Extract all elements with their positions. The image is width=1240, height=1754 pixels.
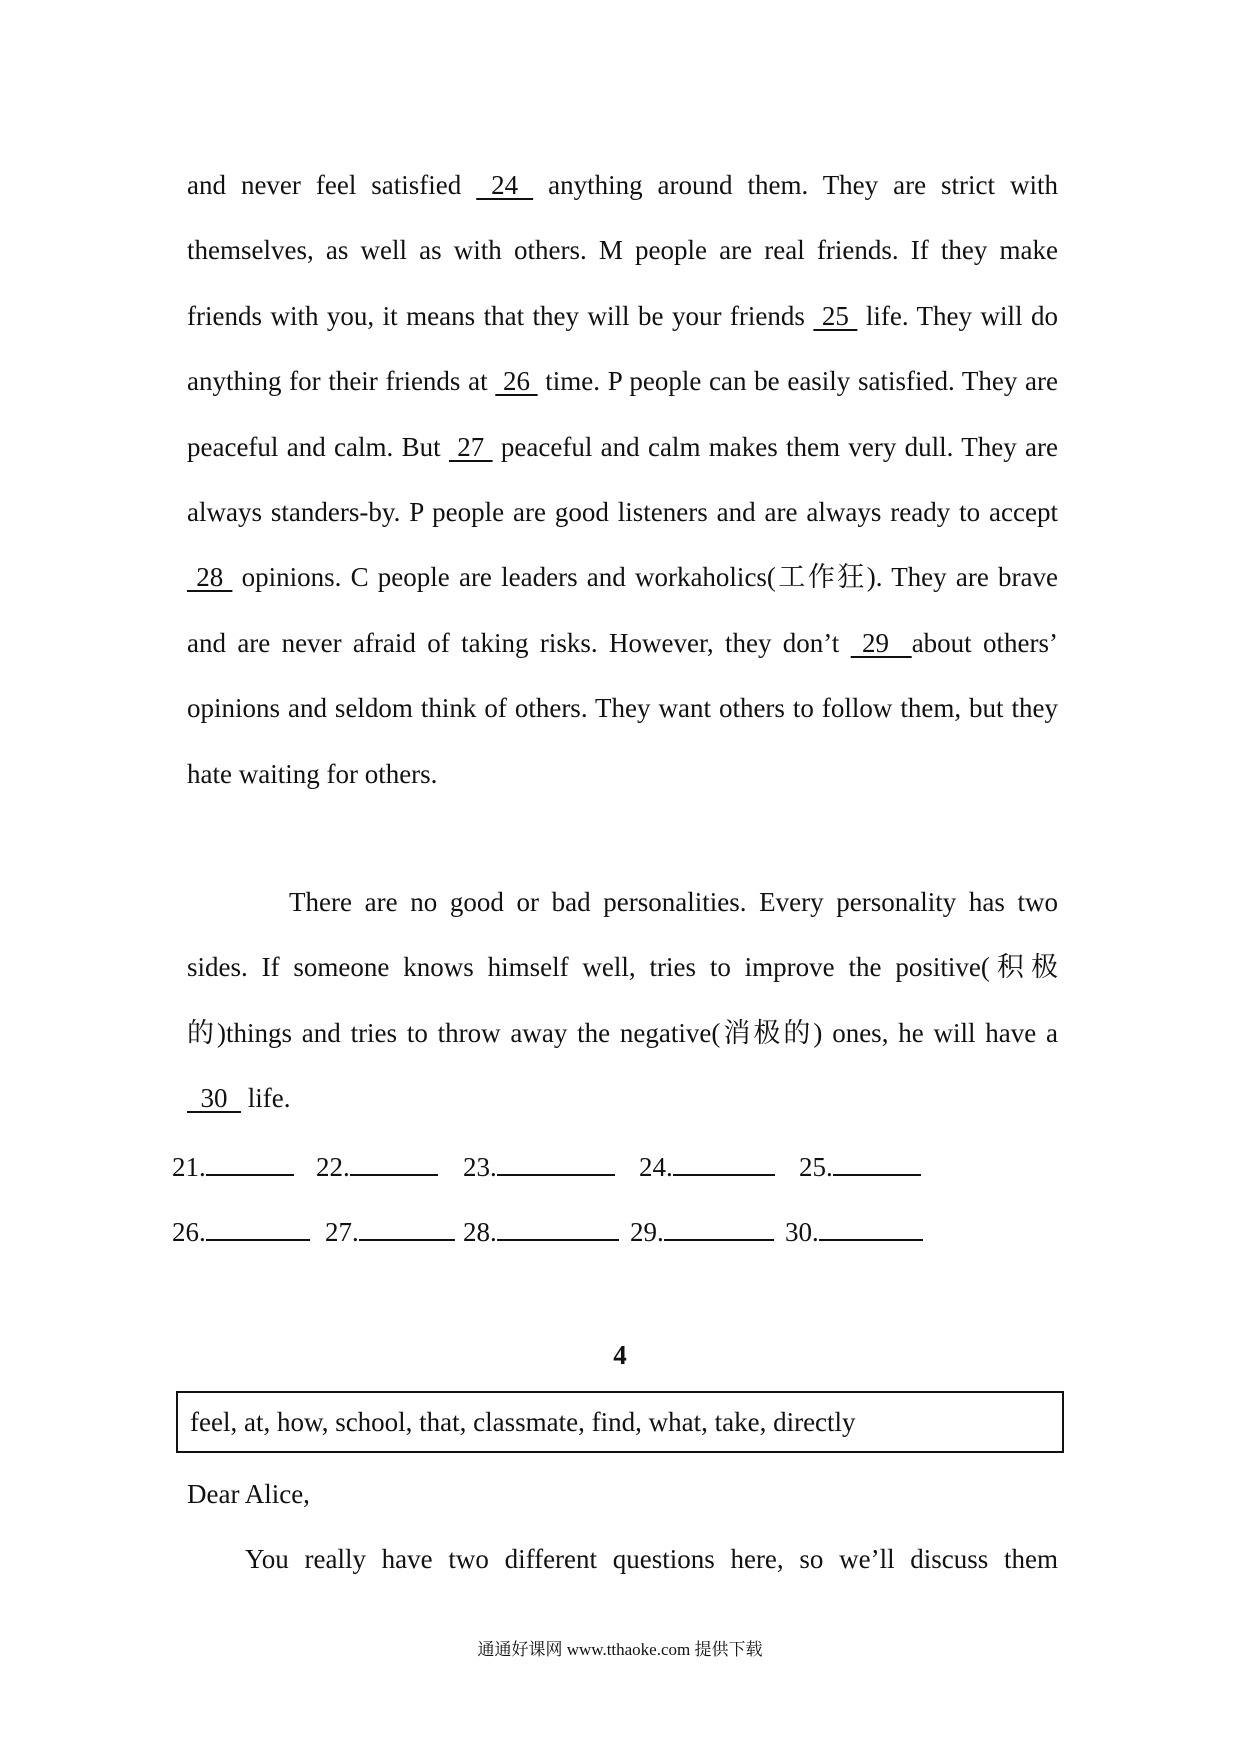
answer-number: 21. bbox=[172, 1152, 206, 1182]
passage-text: peaceful and calm makes them very dull. They are always standers-by. P people are good listeners and are always ready to accept bbox=[187, 431, 1059, 528]
answer-blank-22[interactable] bbox=[316, 1147, 438, 1187]
answer-number: 30. bbox=[785, 1217, 819, 1247]
answer-blank-29[interactable] bbox=[630, 1212, 774, 1252]
answer-blank-24[interactable] bbox=[639, 1147, 775, 1187]
answer-number: 28. bbox=[463, 1217, 497, 1247]
answer-number: 25. bbox=[799, 1152, 833, 1182]
passage-text: about others’ opinions and seldom think of others. They want others to follow them, but they hate waiting for others. bbox=[187, 627, 1058, 789]
answer-blank-28[interactable] bbox=[463, 1212, 619, 1252]
answer-number: 22. bbox=[316, 1152, 350, 1182]
passage-text: life. They will do anything for their friends at bbox=[187, 300, 1058, 397]
answer-blank-26[interactable] bbox=[172, 1212, 310, 1252]
fill-in-blank[interactable]: 26 bbox=[495, 366, 538, 397]
passage-text: There are no good or bad personalities. Every personality has two sides. If someone knows himself well, tries to improve the positive(积极的)things and tries to throw away the negative(消极的) ones, he will have a bbox=[187, 887, 1058, 1048]
answer-number: 24. bbox=[639, 1152, 673, 1182]
passage-text: life. bbox=[241, 1083, 291, 1114]
fill-in-blank[interactable]: 29 bbox=[850, 627, 912, 658]
section-number: 4 bbox=[613, 1340, 627, 1370]
answer-blank-21[interactable] bbox=[172, 1147, 294, 1187]
fill-in-blank[interactable]: 25 bbox=[813, 300, 858, 331]
answer-blank-30[interactable] bbox=[785, 1212, 923, 1252]
answer-blank-23[interactable] bbox=[463, 1147, 615, 1187]
answer-number: 27. bbox=[325, 1217, 359, 1247]
fill-in-blank[interactable]: 30 bbox=[187, 1083, 241, 1114]
fill-in-blank[interactable]: 28 bbox=[187, 562, 233, 593]
fill-in-blank[interactable]: 27 bbox=[448, 431, 493, 462]
answer-number: 26. bbox=[172, 1217, 206, 1247]
letter-paragraph-1: You really have two different questions here, so we’ll discuss them bbox=[245, 1544, 1058, 1574]
passage-paragraph-2 bbox=[187, 870, 1058, 1132]
passage-text: and never feel satisfied bbox=[187, 170, 477, 200]
passage-text: time. P people can be easily satisfied. They are peaceful and calm. But bbox=[187, 366, 1058, 462]
passage-paragraph-1 bbox=[187, 153, 1058, 807]
answer-blank-25[interactable] bbox=[799, 1147, 921, 1187]
letter-salutation: Dear Alice, bbox=[187, 1479, 310, 1509]
answer-number: 29. bbox=[630, 1217, 664, 1247]
word-bank-box: feel, at, how, school, that, classmate, find, what, take, directly bbox=[176, 1391, 1064, 1453]
answer-blank-27[interactable] bbox=[325, 1212, 455, 1252]
footer-watermark: 通通好课网 www.tthaoke.com 提供下载 bbox=[477, 1640, 763, 1659]
fill-in-blank[interactable]: 24 bbox=[476, 170, 534, 200]
answer-number: 23. bbox=[463, 1152, 497, 1182]
passage-text: opinions. C people are leaders and workaholics(工作狂). They are brave and are never afraid of taking risks. However, they don’t bbox=[187, 562, 1058, 658]
passage-text: anything around them. They are strict with themselves, as well as with others. M people are real friends. If they make friends with you, it means that they will be your friends bbox=[187, 170, 1058, 331]
